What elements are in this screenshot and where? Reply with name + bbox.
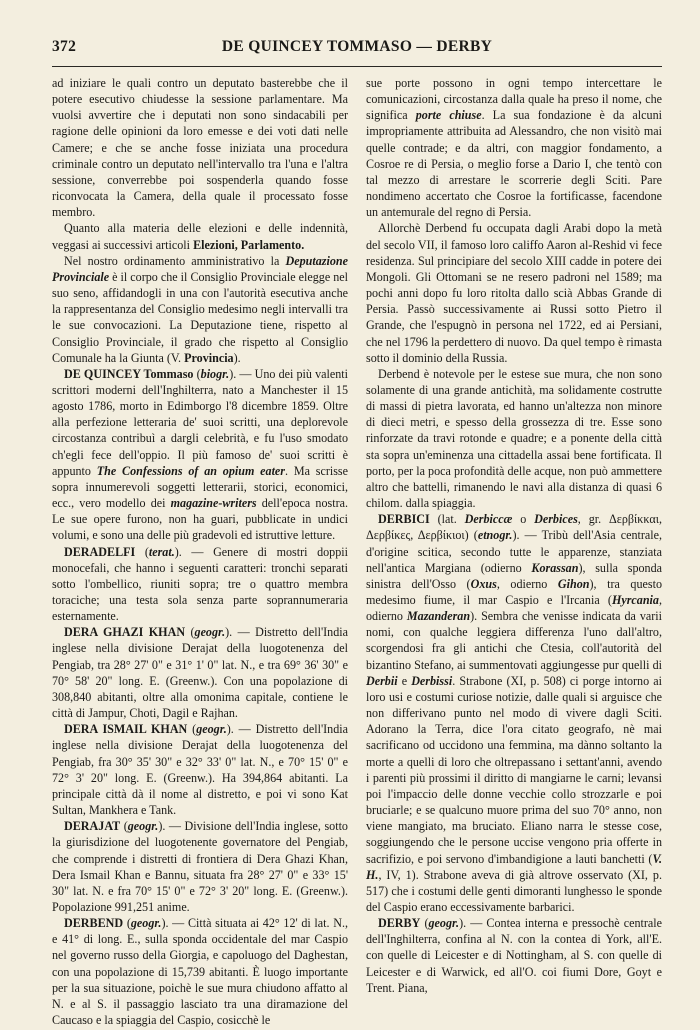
emphasis-text: geogr.	[194, 625, 226, 640]
entry-paragraph	[366, 220, 662, 365]
body-text: Derbend è notevole per le estese sue mura, che non sono solamente di una grande antichità, ma solidamente costrutte di massi di pietra lavorata, ed hanno un'altezza non minore di dieci metri, e spesso della grossezza di tre. Esse sono rinforzate da travi rotonde e quadre; e a ponente della città sta sopra un'eminenza una cittadella assai bene fortificata. Il porto, per la poca profondità delle acque, non può ammettere altro che battelli, rimanendo le navi alla distanza di quasi 6 chilom. dalla spiaggia.	[366, 366, 662, 511]
body-text: ). — Distretto dell'India inglese nella divisione Derajat della luogotenenza del Pengiab, tra 28° 27' 0" e 31° 1' 0" lat. N., e tra 69° 36' 30" e 70° 58' 20" long. E. (Greenw.). Con una popolazione di 308,840 abitanti, oltre alla omonima capitale, contiene le città di Jampur, Choti, Dagil e Rajhan.	[52, 625, 348, 721]
body-text: . Ma scrisse sopra innumerevoli soggetti letterarii, storici, economici, ecc., vero modello dei	[52, 463, 348, 511]
entry-paragraph	[52, 220, 348, 252]
body-text: (	[193, 366, 201, 381]
entry-headword: DERAJAT	[64, 819, 121, 834]
body-text: ). — Distretto dell'India inglese nella divisione Derajat della luogotenenza del Pengiab, fra 30° 35' 30" e 32° 33' 0" lat. N., e 70° 15' 0" e 72° 3' 20" long. E. (Greenw.). Ha 394,864 abitanti. La principale città dà il nome al distretto, e poi vi sono Kat Sultan, Mankhera e Tank.	[52, 722, 348, 818]
entry-headword: DE QUINCEY Tommaso	[64, 366, 194, 381]
body-text: sue porte possono in ogni tempo intercettare le comunicazioni, circostanza dalla quale ha preso il nome, che significa	[366, 76, 662, 123]
body-text: ), sulla sponda sinistra dell'Osso (	[366, 560, 663, 591]
running-head: DE QUINCEY TOMMASO — DERBY	[221, 38, 493, 55]
emphasis-text: Deputazione Provinciale	[52, 253, 348, 284]
body-text: ad iniziare le quali contro un deputato basterebbe che il potere esecutivo chiudesse la sessione parlamentare. Ma vuolsi avvertire che i deputati non sono sindacabili per ragione delle opinioni da loro emesse e dei voti dati nelle Camere; e che se anche fosse iniziata una procedura criminale contro un deputato nell'intervallo tra l'una e l'altra sessione, converrebbe poi sospenderla quando fosse riconvocata la Camera, della quale il processato fosse membro.	[52, 76, 348, 220]
body-text: Quanto alla materia delle elezioni e delle indennità, veggasi ai successivi articoli	[52, 221, 348, 252]
entry-headword: DERA GHAZI KHAN	[64, 625, 186, 640]
emphasis-text: Oxus	[470, 576, 497, 591]
body-text: ). Sembra che venisse indicata da varii nomi, con qualche leggiera differenza l'uno dall'altro, scorgendosi fra gli antichi che Ctesia, coll'autorità del bizantino Stefano, ai summentovati aggiungesse pur quelli di	[366, 609, 662, 672]
entry-headword: DERBEND	[64, 916, 124, 931]
entry-paragraph	[366, 915, 662, 996]
entry-headword: DERBICI	[378, 512, 430, 527]
entry-headword: Elezioni, Parlamento.	[193, 237, 305, 252]
emphasis-text: Derbissi	[411, 673, 453, 688]
body-text: o	[512, 512, 535, 527]
emphasis-text: Derbiccæ	[464, 512, 513, 527]
body-text: ). — Genere di mostri doppii monocefali, che hanno i seguenti caratteri: tronchi separati sotto l'ombellico, riuniti sopra; tre o quattro membra toraciche; una testa sola senza parte soprannumeraria esternamente.	[52, 544, 348, 624]
emphasis-text: Hyrcania	[611, 593, 659, 607]
entry-paragraph	[366, 511, 662, 915]
emphasis-text: The Confessions of an opium eater	[96, 463, 286, 478]
page-header	[52, 38, 662, 62]
body-text: , gr. Δερβίκκαι, Δερβίκες, Δερβίκιοι) (	[366, 512, 662, 543]
body-text: dell'epoca nostra. Le sue opere furono, non ha guari, pubblicate in undici volumi, e sono una delle più gradevoli ed istruttive letture.	[52, 496, 348, 543]
entry-paragraph	[52, 818, 348, 915]
body-text: Allorchè Derbend fu occupata dagli Arabi dopo la metà del secolo VII, il famoso loro califfo Aaron al-Reshid vi fece residenza. Sul principiare del secolo XIII cadde in potere dei Mongoli. Gli Ottomani se ne resero padroni nel 1589; ma pochi anni dopo fu loro ritolta dallo scià Abbas Grande di Persia. Passò successivamente ai Russi sotto Pietro il Grande, che l'espugnò in persona nel 1722, ed ai Persiani, che nel 1796 la perdettero di nuovo. Da quel tempo è rimasta sotto il dominio della Russia.	[366, 221, 662, 365]
page-number: 372	[52, 38, 77, 55]
emphasis-text: porte chiuse	[415, 108, 482, 123]
body-text: ). — Tribù dell'Asia centrale, d'origine scitica, secondo tutte le apparenze, stanziata nell'antica Margiana (odierno	[366, 528, 662, 575]
entry-headword: DERADELFI	[64, 544, 136, 559]
body-text: (	[187, 722, 197, 737]
entry-paragraph	[52, 366, 348, 544]
body-text: (	[120, 819, 128, 834]
body-text: , IV, 1). Strabone aveva di già altrove osservato (XI, p. 517) che i costumi delle genti dimoranti lunghesso le sponde del Caspio erano eccessivamente barbarici.	[366, 867, 662, 914]
emphasis-text: Gihon	[557, 576, 590, 591]
body-text: ). — Uno dei più valenti scrittori moderni dell'Inghilterra, nato a Manchester il 15 agosto 1786, morto in Edimborgo l'8 dicembre 1859. Oltre alla perfezione letteraria de' suoi scritti, una deplorevole circostanza contribuì a dargli celebrità, e fu l'uso smodato ch'egli fece dell'oppio. Il più famoso de' suoi scritti è appunto	[52, 366, 348, 478]
entry-paragraph	[52, 253, 348, 366]
entry-paragraph	[52, 544, 348, 625]
body-text: ). — Divisione dell'India inglese, sotto la giurisdizione del luogotenente governatore del Pengiab, che comprende i distretti di frontiera di Dera Ghazi Khan, Dera Ismail Khan e Bannu, situata fra 28° 27' 0" e 33° 15' 30" lat. N. e fra 70° 15' 0" e 72° 3' 20" long. E. (Greenw.). Popolazione 991,251 anime.	[52, 819, 348, 914]
entry-headword: Provincia	[184, 350, 234, 365]
entry-paragraph	[366, 366, 662, 511]
header-rule	[52, 66, 662, 67]
emphasis-text: V. H.	[366, 851, 662, 882]
entry-headword: DERBY	[378, 916, 421, 931]
body-text: ). — Città situata ai 42° 12' di lat. N., e 41° di long. E., sulla sponda occidentale del mar Caspio nel governo russo della Giorgia, e capoluogo del Daghestan, con una popolazione di 15,739 abitanti. È luogo importante per la sua situazione, poichè le sue mura chiudono affatto al N. e al S. il passaggio lasciato tra una diramazione del Caucaso e la spiaggia del Caspio, cosicchè le	[52, 916, 348, 1028]
emphasis-text: Korassan	[531, 560, 579, 575]
emphasis-text: geogr.	[130, 916, 162, 931]
emphasis-text: geogr.	[428, 916, 460, 931]
body-text: . Strabone (XI, p. 508) ci porge intorno ai loro usi e costumi curiose notizie, dalle quali si arguisce che non differivano punto nel modo di vivere dagli Sciti. Adorano la Terra, dice l'ora citato geografo, nè mai sacrificano od uccidono una femmina, ma dànno soltanto la morte a quelli di loro che oltrepassano i settant'anni, avendo i parenti più prossimi il diritto di mangiarne le carni; levansi poi l'impaccio delle donne vecchie collo strozzarle e poi bruciarle; e se qualcuno muore prima del suo 70° anno, non viene mangiato, ma bruciato. Eliano narra le stesse cose, soggiungendo che le persone uccise vengono pria offerte in sacrifizio, e poi servono d'imbandigione a lauti banchetti (	[366, 673, 662, 866]
left-column	[52, 75, 348, 1028]
body-text: (lat.	[429, 512, 465, 527]
emphasis-text: etnogr.	[477, 528, 513, 543]
right-column	[366, 75, 662, 1028]
emphasis-text: magazine-writers	[170, 496, 257, 511]
emphasis-text: Mazanderan	[406, 609, 471, 624]
emphasis-text: geogr.	[196, 722, 227, 737]
body-text: (	[135, 544, 149, 559]
body-text: (	[420, 916, 429, 931]
entry-paragraph	[52, 624, 348, 721]
body-text: ). — Contea interna e pressochè centrale dell'Inghilterra, confina al N. con la contea di York, all'E. con quelle di Leicester e di Nottingham, al S. con quelle di Leicester e di Warwick, ed all'O. coi fiumi Dore, Goyt e Trent. Piana,	[366, 916, 662, 995]
body-text: (	[185, 625, 195, 640]
body-text: ).	[233, 350, 241, 365]
emphasis-text: biogr.	[200, 366, 230, 381]
body-text: , odierno	[496, 576, 558, 591]
body-text: . La sua fondazione è da alcuni impropriamente attribuita ad Alessandro, che non visitò mai quelle contrade; e da altri, con maggior fondamento, a Cosroe re di Persia, o meglio forse a Dario I, che tentò con tal mezzo di arrestare le scorrerie degli Sciti. Pare nondimeno accertato che Cosroe la fortificasse, facendone un antemurale del regno di Persia.	[366, 108, 662, 220]
emphasis-text: Derbices	[534, 512, 578, 527]
entry-paragraph	[366, 75, 662, 220]
text-columns	[52, 75, 662, 1028]
body-text: e	[397, 673, 412, 688]
entry-headword: DERA ISMAIL KHAN	[64, 722, 188, 737]
body-text: è il corpo che il Consiglio Provinciale elegge nel suo seno, affidandogli in una con l'autorità esecutiva anche la rappresentanza del Consiglio medesimo negli intervalli tra le sue convocazioni. La Deputazione tiene, rispetto al Consiglio Provinciale, il grado che rispetto al Consiglio Comunale ha la Giunta (V.	[52, 269, 348, 365]
entry-paragraph	[52, 915, 348, 1028]
body-text: ), tra questo medesimo fiume, il mar Caspio e l'Ircania (	[366, 576, 662, 607]
body-text: (	[123, 916, 131, 931]
body-text: Nel nostro ordinamento amministrativo la	[64, 253, 286, 268]
entry-paragraph	[52, 75, 348, 220]
body-text: , odierno	[366, 593, 662, 624]
emphasis-text: Derbii	[366, 673, 398, 688]
entry-paragraph	[52, 721, 348, 818]
emphasis-text: geogr.	[127, 819, 159, 834]
emphasis-text: terat.	[148, 544, 175, 559]
